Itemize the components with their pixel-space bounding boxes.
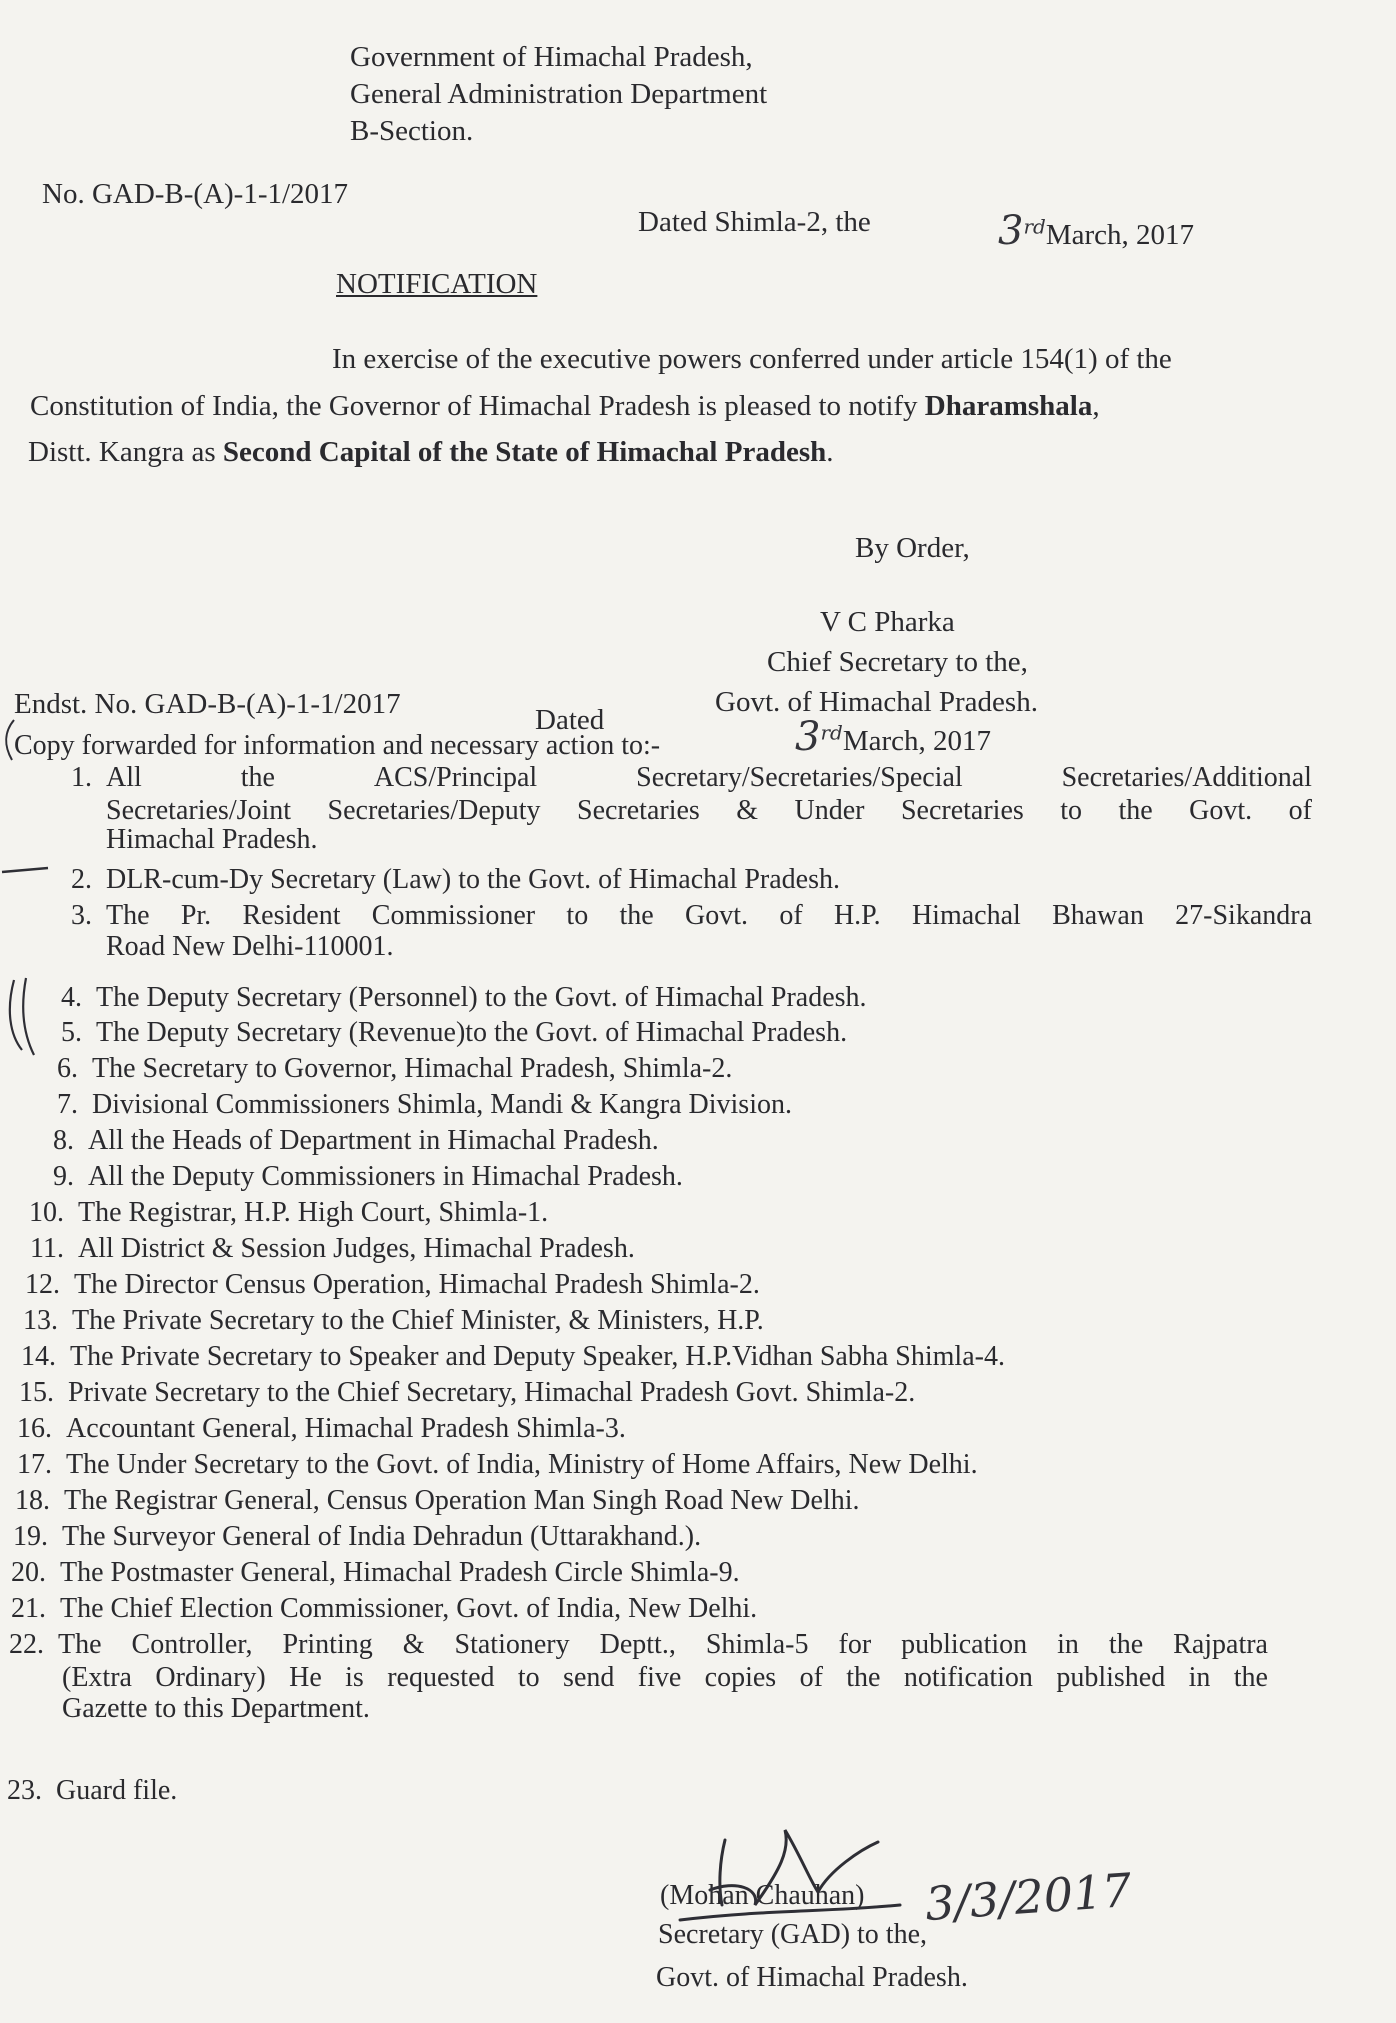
signature-scribble	[640, 1810, 940, 1960]
list-item-word: Secretaries/Joint	[106, 795, 292, 826]
margin-pen-marks	[0, 850, 60, 1060]
list-item-number: 7.	[57, 1089, 78, 1120]
list-item-3	[34, 898, 1312, 964]
copy-forwarded-intro: Copy forwarded for information and necessary action to:-	[14, 730, 661, 761]
list-item-word: the	[1118, 795, 1153, 826]
list-item-number: 2.	[71, 864, 92, 895]
footer-signatory-designation-1: Secretary (GAD) to the,	[658, 1919, 928, 1950]
list-item-word: to	[566, 900, 589, 931]
list-item-word: copies	[704, 1662, 777, 1693]
list-item-11	[6, 1231, 635, 1266]
list-item-word: All	[106, 762, 142, 793]
list-item-text: The Private Secretary to the Chief Minister, & Ministers, H.P.	[72, 1305, 764, 1336]
list-item-word: Controller,	[131, 1629, 253, 1660]
dated-value	[998, 208, 1194, 254]
list-item-text: Divisional Commissioners Shimla, Mandi & Kangra Division.	[92, 1089, 792, 1120]
list-item-text: The Registrar General, Census Operation Man Singh Road New Delhi.	[64, 1485, 860, 1516]
list-item-word: 27-Sikandra	[1175, 900, 1312, 931]
list-item-word: Printing	[282, 1629, 373, 1660]
list-item-number: 15.	[19, 1377, 54, 1408]
list-item-number: 20.	[11, 1557, 46, 1588]
list-item-word: Stationery	[454, 1629, 570, 1660]
footer-signatory-name: (Mohan Chauhan)	[660, 1880, 865, 1911]
endorsement-dated-label: Dated	[535, 704, 605, 736]
list-item-number: 12.	[25, 1269, 60, 1300]
list-item-number: 5.	[61, 1017, 82, 1048]
list-item-word: Under	[794, 795, 865, 826]
list-item-word: Secretaries/Deputy	[327, 795, 541, 826]
list-item-word: of	[799, 1662, 823, 1693]
list-item-text: The Director Census Operation, Himachal Pradesh Shimla-2.	[74, 1269, 760, 1300]
handwritten-day: 3	[998, 208, 1024, 254]
list-item-number: 6.	[57, 1053, 78, 1084]
list-item-word: of	[779, 900, 803, 931]
list-item-number: 3.	[71, 900, 92, 931]
list-item-12	[2, 1267, 760, 1302]
list-item-text: All District & Session Judges, Himachal Pradesh.	[78, 1233, 635, 1264]
list-item-text: All the Deputy Commissioners in Himachal Pradesh.	[88, 1161, 683, 1192]
list-item-19	[0, 1519, 701, 1554]
list-item-word: The	[106, 900, 150, 931]
list-item-word: Secretaries/Additional	[1061, 762, 1312, 793]
list-item-text: The Registrar, H.P. High Court, Shimla-1.	[78, 1197, 549, 1228]
list-item-number: 8.	[53, 1125, 74, 1156]
list-item-text: Accountant General, Himachal Pradesh Shimla-3.	[66, 1413, 626, 1444]
footer-signatory-designation-2: Govt. of Himachal Pradesh.	[656, 1962, 968, 1993]
by-order: By Order,	[855, 532, 970, 564]
list-item-text: Private Secretary to the Chief Secretary, Himachal Pradesh Govt. Shimla-2.	[68, 1377, 916, 1408]
signatory-designation-2: Govt. of Himachal Pradesh.	[715, 686, 1038, 718]
list-item-word: requested	[387, 1662, 495, 1693]
signature-date: 3/3/2017	[923, 1862, 1134, 1932]
notification-line-2	[30, 384, 1100, 428]
list-item-word: (Extra	[62, 1662, 132, 1693]
list-item-8	[16, 1123, 659, 1158]
list-item-word: The	[58, 1629, 102, 1660]
list-item-number: 21.	[11, 1593, 46, 1624]
dated-month-year: March, 2017	[1045, 219, 1195, 251]
list-item-word: the	[1233, 1662, 1268, 1693]
list-item-21	[0, 1591, 757, 1626]
list-item-word: &	[736, 795, 759, 826]
list-item-number: 23.	[7, 1775, 42, 1806]
list-item-word: Commissioner	[371, 900, 536, 931]
list-item-2	[34, 862, 840, 897]
list-item-text: The Chief Election Commissioner, Govt. of India, New Delhi.	[60, 1593, 758, 1624]
list-item-word: the	[619, 900, 654, 931]
list-item-word: for	[838, 1629, 872, 1660]
list-item-word: Govt.	[685, 900, 749, 931]
reference-number: No. GAD-B-(A)-1-1/2017	[42, 178, 349, 210]
list-item-line: Road New Delhi-110001.	[106, 931, 394, 962]
list-item-word: Secretaries	[577, 795, 700, 826]
list-item-number: 4.	[61, 982, 82, 1013]
list-item-word: in	[1057, 1629, 1079, 1660]
list-item-word: five	[637, 1662, 682, 1693]
list-item-word: in	[1188, 1662, 1211, 1693]
notification-line-3-period: .	[826, 436, 834, 468]
list-item-number: 22.	[9, 1629, 44, 1660]
list-item-number: 13.	[23, 1305, 58, 1336]
list-item-word: H.P.	[833, 900, 881, 931]
header-government: Government of Himachal Pradesh,	[350, 41, 753, 73]
list-item-text: The Under Secretary to the Govt. of India, Ministry of Home Affairs, New Delhi.	[66, 1449, 978, 1480]
list-item-6	[20, 1051, 732, 1086]
list-item-word: notification	[903, 1662, 1033, 1693]
list-item-10	[6, 1195, 548, 1230]
notification-line-3	[28, 430, 834, 474]
margin-bracket-mark	[0, 716, 20, 766]
list-item-word: Shimla-5	[705, 1629, 809, 1660]
list-item-22	[0, 1627, 1268, 1726]
list-item-23	[0, 1773, 177, 1808]
list-item-text: DLR-cum-Dy Secretary (Law) to the Govt. of Himachal Pradesh.	[106, 864, 840, 895]
dated-label: Dated Shimla-2, the	[638, 206, 871, 238]
endorsement-handwritten-day-suffix: rd	[820, 720, 843, 745]
list-item-17	[0, 1447, 978, 1482]
list-item-text: The Surveyor General of India Dehradun (Uttarakhand.).	[62, 1521, 702, 1552]
notification-line-2-text: Constitution of India, the Governor of Himachal Pradesh is pleased to notify	[30, 390, 918, 422]
list-item-word: Rajpatra	[1173, 1629, 1268, 1660]
list-item-line: Himachal Pradesh.	[106, 824, 318, 855]
list-item-15	[0, 1375, 915, 1410]
list-item-word: Resident	[242, 900, 341, 931]
list-item-word: to	[517, 1662, 540, 1693]
list-item-1	[34, 760, 1312, 857]
list-item-word: &	[402, 1629, 425, 1660]
notification-line-1: In exercise of the executive powers conferred under article 154(1) of the	[332, 343, 1172, 375]
list-item-word: Secretary/Secretaries/Special	[636, 762, 963, 793]
list-item-text: The Postmaster General, Himachal Pradesh Circle Shimla-9.	[60, 1557, 740, 1588]
list-item-word: of	[1288, 795, 1312, 826]
list-item-word: Govt.	[1189, 795, 1253, 826]
endorsement-dated-month-year: March, 2017	[842, 725, 992, 757]
list-item-word: Deptt.,	[599, 1629, 676, 1660]
notification-title: NOTIFICATION	[336, 268, 538, 300]
signatory-name: V C Pharka	[820, 606, 955, 638]
list-item-word: send	[563, 1662, 615, 1693]
list-item-number: 14.	[21, 1341, 56, 1372]
header-department: General Administration Department	[350, 78, 768, 110]
list-item-word: the	[846, 1662, 881, 1693]
list-item-9	[16, 1159, 683, 1194]
endorsement-handwritten-day: 3	[795, 714, 821, 760]
list-item-number: 9.	[53, 1161, 74, 1192]
list-item-number: 10.	[29, 1197, 64, 1228]
list-item-14	[0, 1339, 1005, 1374]
list-item-word: Himachal	[911, 900, 1021, 931]
endorsement-number: Endst. No. GAD-B-(A)-1-1/2017	[14, 688, 401, 720]
notification-line-3-text: Distt. Kangra as	[28, 436, 216, 468]
list-item-word: published	[1056, 1662, 1166, 1693]
list-item-13	[0, 1303, 764, 1338]
list-item-text: The Deputy Secretary (Personnel) to the Govt. of Himachal Pradesh.	[96, 982, 867, 1013]
list-item-word: is	[345, 1662, 364, 1693]
list-item-20	[0, 1555, 740, 1590]
list-item-7	[20, 1087, 792, 1122]
list-item-word: Ordinary)	[155, 1662, 266, 1693]
list-item-word: the	[1108, 1629, 1144, 1660]
list-item-word: He	[289, 1662, 322, 1693]
list-item-number: 11.	[30, 1233, 64, 1264]
list-item-number: 17.	[17, 1449, 52, 1480]
list-item-word: Pr.	[180, 900, 212, 931]
list-item-number: 18.	[15, 1485, 50, 1516]
list-item-18	[0, 1483, 859, 1518]
list-item-line: Gazette to this Department.	[62, 1693, 370, 1724]
list-item-word: the	[240, 762, 275, 793]
notification-line-2-comma: ,	[1092, 390, 1100, 422]
list-item-word: to	[1060, 795, 1083, 826]
list-item-4	[24, 980, 867, 1015]
list-item-text: The Deputy Secretary (Revenue)to the Govt. of Himachal Pradesh.	[96, 1017, 848, 1048]
list-item-word: Bhawan	[1052, 900, 1144, 931]
list-item-number: 16.	[17, 1413, 52, 1444]
endorsement-dated-value	[795, 714, 991, 760]
list-item-text: Guard file.	[56, 1775, 178, 1806]
list-item-word: ACS/Principal	[373, 762, 538, 793]
list-item-5	[24, 1015, 847, 1050]
list-item-text: The Secretary to Governor, Himachal Pradesh, Shimla-2.	[92, 1053, 733, 1084]
second-capital-text: Second Capital of the State of Himachal Pradesh	[222, 436, 827, 468]
header-section: B-Section.	[350, 115, 474, 147]
list-item-word: publication	[901, 1629, 1028, 1660]
list-item-text: The Private Secretary to Speaker and Deputy Speaker, H.P.Vidhan Sabha Shimla-4.	[70, 1341, 1005, 1372]
list-item-number: 1.	[71, 762, 92, 793]
notified-city: Dharamshala	[924, 390, 1093, 422]
signatory-designation-1: Chief Secretary to the,	[767, 646, 1028, 678]
handwritten-day-suffix: rd	[1023, 214, 1046, 239]
list-item-word: Secretaries	[900, 795, 1024, 826]
list-item-number: 19.	[13, 1521, 48, 1552]
list-item-16	[0, 1411, 626, 1446]
list-item-text: All the Heads of Department in Himachal Pradesh.	[88, 1125, 659, 1156]
